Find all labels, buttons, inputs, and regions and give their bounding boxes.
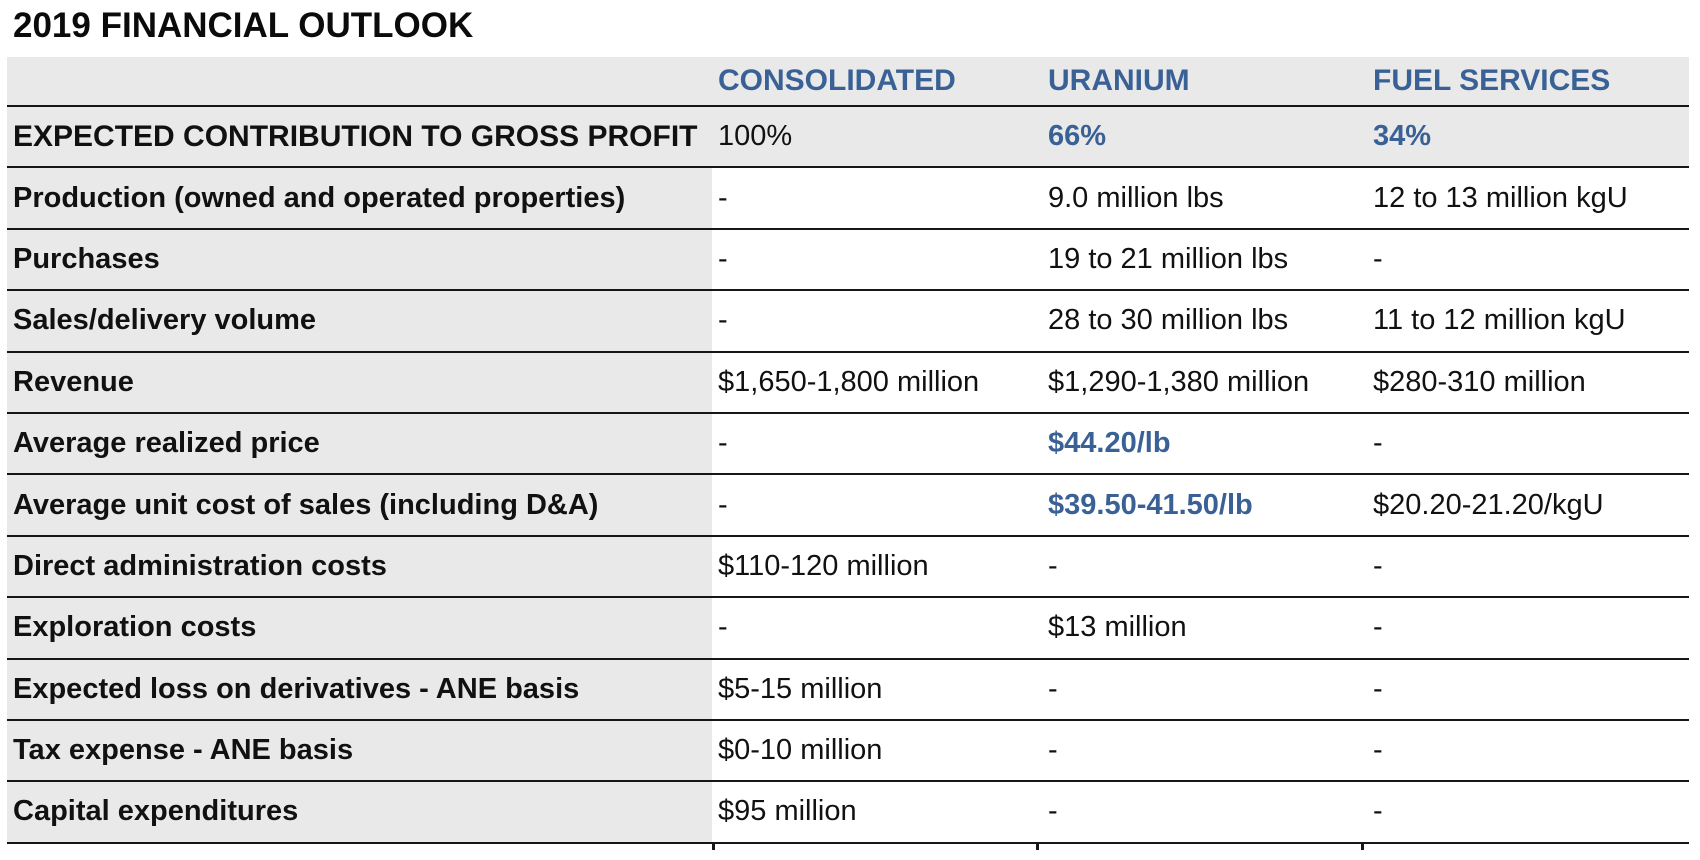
table-row [7, 475, 1689, 536]
cell-value: - [1373, 672, 1383, 705]
row-label: Average unit cost of sales (including D&A) [7, 475, 712, 534]
bottom-tick-1 [712, 843, 715, 850]
table-row [7, 414, 1689, 475]
row-label: Tax expense - ANE basis [7, 721, 712, 780]
cell-value: - [718, 181, 728, 214]
cell-value: $0-10 million [718, 734, 883, 767]
cell-value: $110-120 million [718, 549, 929, 582]
row-label: Direct administration costs [7, 537, 712, 596]
cell-value: - [1048, 734, 1058, 767]
bottom-tick-2 [1036, 843, 1039, 850]
bottom-tick-3 [1361, 843, 1364, 850]
cell-value: - [1373, 795, 1383, 828]
row-label: EXPECTED CONTRIBUTION TO GROSS PROFIT [7, 107, 712, 166]
table-row [7, 598, 1689, 659]
header-empty-cell [7, 57, 712, 105]
cell-value: - [1373, 242, 1383, 275]
cell-value: - [1048, 795, 1058, 828]
table-row [7, 168, 1689, 229]
cell-value: 28 to 30 million lbs [1048, 304, 1289, 337]
cell-value: $20.20-21.20/kgU [1373, 488, 1604, 521]
row-label: Purchases [7, 230, 712, 289]
cell-value: - [1048, 672, 1058, 705]
cell-value: 19 to 21 million lbs [1048, 242, 1289, 275]
row-label: Sales/delivery volume [7, 291, 712, 350]
financial-outlook-table [7, 57, 1689, 844]
cell-value: - [718, 427, 728, 460]
column-header-consolidated: CONSOLIDATED [718, 64, 956, 97]
table-header-row [7, 57, 1689, 107]
row-label: Average realized price [7, 414, 712, 473]
cell-value: - [718, 488, 728, 521]
table-row [7, 537, 1689, 598]
cell-value: - [1373, 549, 1383, 582]
table-row [7, 230, 1689, 291]
cell-value: - [1373, 734, 1383, 767]
cell-value: $95 million [718, 795, 857, 828]
row-label: Capital expenditures [7, 782, 712, 841]
cell-value: $1,650-1,800 million [718, 365, 980, 398]
cell-value: 9.0 million lbs [1048, 181, 1224, 214]
cell-value: 34% [1361, 107, 1689, 166]
cell-value: 100% [712, 107, 1036, 166]
cell-value: $5-15 million [718, 672, 883, 705]
table-row [7, 782, 1689, 843]
cell-value: 12 to 13 million kgU [1373, 181, 1628, 214]
cell-value: 66% [1036, 107, 1361, 166]
cell-value: - [1373, 427, 1383, 460]
cell-value: 11 to 12 million kgU [1373, 304, 1626, 337]
cell-value: - [718, 242, 728, 275]
row-label: Production (owned and operated properties) [7, 168, 712, 227]
table-body [7, 107, 1689, 844]
cell-value: - [1048, 549, 1058, 582]
cell-value: - [1373, 611, 1383, 644]
cell-value: - [718, 611, 728, 644]
cell-value: - [718, 304, 728, 337]
column-header-uranium: URANIUM [1048, 64, 1190, 97]
cell-value: $1,290-1,380 million [1048, 365, 1310, 398]
cell-value: $280-310 million [1373, 365, 1586, 398]
row-label: Revenue [7, 353, 712, 412]
table-row [7, 721, 1689, 782]
table-row [7, 291, 1689, 352]
page-title: 2019 FINANCIAL OUTLOOK [13, 6, 474, 45]
row-label: Expected loss on derivatives - ANE basis [7, 660, 712, 719]
cell-value: $39.50-41.50/lb [1048, 488, 1253, 521]
row-label: Exploration costs [7, 598, 712, 657]
column-header-fuel-services: FUEL SERVICES [1373, 64, 1611, 97]
table-row [7, 107, 1689, 168]
table-row [7, 353, 1689, 414]
table-row [7, 660, 1689, 721]
cell-value: $13 million [1048, 611, 1187, 644]
cell-value: $44.20/lb [1048, 427, 1171, 460]
